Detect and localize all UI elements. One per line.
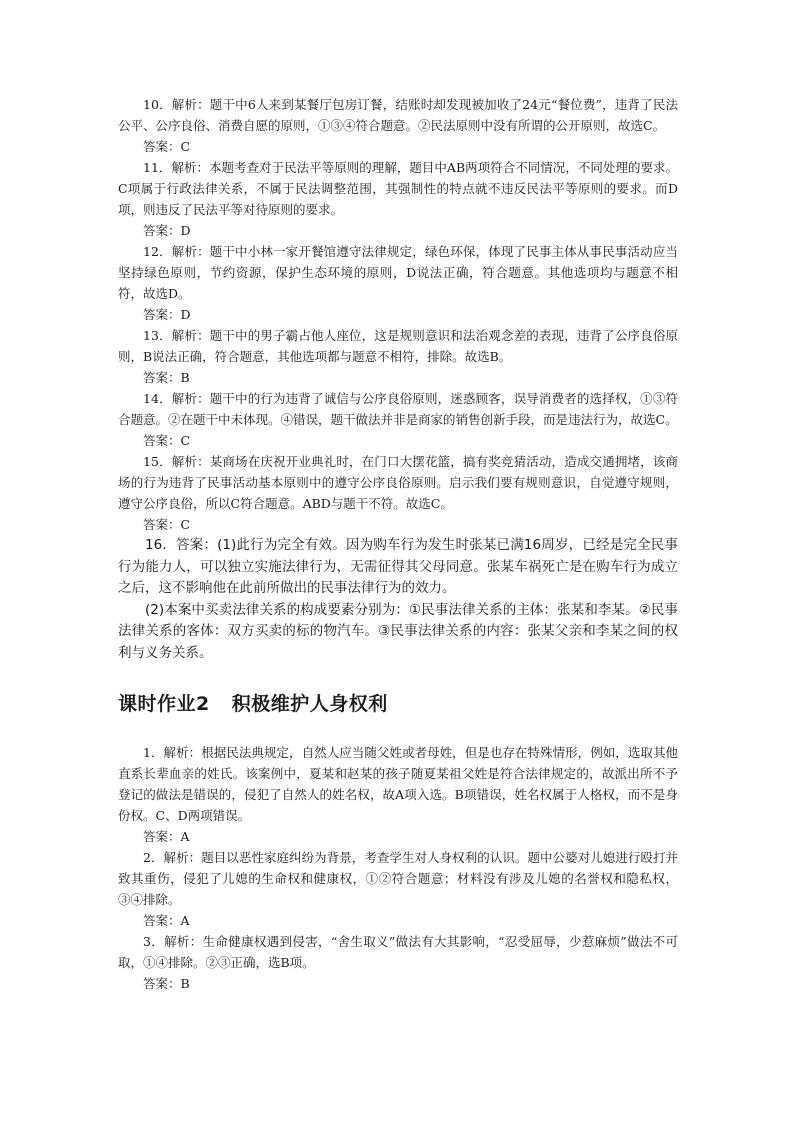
item-label: 1．解析 <box>143 745 189 760</box>
item-label: 16．答案 <box>145 537 204 553</box>
explanation-text: ：生命健康权遇到侵害，“舍生取义”做法有大其影响，“忍受屈辱，少惹麻烦”做法不可取，①④排除。②③正确，选B项。 <box>118 934 678 970</box>
item-label: 10．解析 <box>143 97 198 112</box>
item-label: 13．解析 <box>143 328 198 343</box>
explanation-2 <box>118 847 678 910</box>
answer-15: 答案：C <box>143 517 191 532</box>
item-label: 11．解析 <box>143 160 197 175</box>
explanation-12 <box>118 241 678 304</box>
heading-number: 课时作业2 <box>118 693 210 715</box>
item-label: 2．解析 <box>143 850 189 865</box>
heading-title: 积极维护人身权利 <box>231 693 388 715</box>
answer-14: 答案：C <box>143 433 191 448</box>
item-label: 14．解析 <box>143 391 198 406</box>
section-answers-2 <box>118 742 678 994</box>
explanation-13 <box>118 325 678 367</box>
answer-10: 答案：C <box>143 139 191 154</box>
item-label: 12．解析 <box>143 244 198 259</box>
explanation-text: ：题目以恶性家庭纠纷为背景，考查学生对人身权利的认识。题中公婆对儿媳进行殴打并致其重伤，侵犯了儿媳的生命权和健康权，①②符合题意；材料没有涉及儿媳的名誉权和隐私权，③④排除。 <box>118 850 678 907</box>
explanation-1 <box>118 742 678 826</box>
section-heading <box>118 690 678 718</box>
explanation-15 <box>118 451 678 514</box>
answer-1: 答案：A <box>143 829 190 844</box>
answer-2: 答案：A <box>143 913 190 928</box>
item-label: 3．解析 <box>143 934 190 949</box>
explanation-14 <box>118 388 678 430</box>
explanation-text: ：根据民法典规定，自然人应当随父姓或者母姓，但是也存在特殊情形，例如，选取其他直系长辈血亲的姓氏。该案例中，夏某和赵某的孩子随夏某祖父姓是符合法律规定的，故派出所不予登记的做法是错误的，侵犯了自然人的姓名权，故A项入选。B项错误，姓名权属于人格权，而不是身份权。C、D两项错误。 <box>118 745 678 823</box>
answer-3: 答案：B <box>143 976 190 991</box>
item-label: 15．解析 <box>143 454 198 469</box>
document-page <box>118 94 678 994</box>
answer-text: ：(1)此行为完全有效。因为购车行为发生时张某已满16周岁，已经是完全民事行为能力人，可以独立实施法律行为，无需征得其父母同意。张某车祸死亡是在购车行为成立之后，这不影响他在此前所做出的民事法律行为的效力。 <box>118 537 678 596</box>
section-answers-1 <box>118 94 678 664</box>
explanation-11 <box>118 157 678 220</box>
answer-11: 答案：D <box>143 223 191 238</box>
explanation-3 <box>118 931 678 973</box>
explanation-text: ：题干中的男子霸占他人座位，这是规则意识和法治观念差的表现，违背了公序良俗原则，B说法正确，符合题意，其他选项都与题意不相符，排除。故选B。 <box>118 328 679 364</box>
explanation-text: ：本题考查对于民法平等原则的理解，题目中AB两项符合不同情况，不同处理的要求。C项属于行政法律关系，不属于民法调整范围，其强制性的特点就不违反民法平等原则的要求。而D项，则违反了民法平等对待原则的要求。 <box>118 160 679 217</box>
explanation-text: ：题干中的行为违背了诚信与公序良俗原则，迷惑顾客，误导消费者的选择权，①③符合题意。②在题干中未体现。④错误，题干做法并非是商家的销售创新手段，而是违法行为，故选C。 <box>118 391 679 427</box>
answer-12: 答案：D <box>143 307 191 322</box>
explanation-text: ：某商场在庆祝开业典礼时，在门口大摆花篮，搞有奖竞猜活动，造成交通拥堵，该商场的行为违背了民事活动基本原则中的遵守公序良俗原则。启示我们要有规则意识，自觉遵守规则，遵守公序良俗，所以C符合题意。ABD与题干不符。故选C。 <box>118 454 679 511</box>
explanation-10 <box>118 94 678 136</box>
explanation-text: ：题干中6人来到某餐厅包房订餐，结账时却发现被加收了24元“餐位费”，违背了民法公平、公序良俗、消费自愿的原则，①③④符合题意。②民法原则中没有所谓的公开原则，故选C。 <box>118 97 678 133</box>
answer-16-part1 <box>118 535 678 600</box>
explanation-text: ：题干中小林一家开餐馆遵守法律规定，绿色环保，体现了民事主体从事民事活动应当坚持绿色原则，节约资源，保护生态环境的原则，D说法正确，符合题意。其他选项均与题意不相符，故选D。 <box>118 244 679 301</box>
answer-16-part2: (2)本案中买卖法律关系的构成要素分别为：①民事法律关系的主体：张某和李某。②民事法律关系的客体：双方买卖的标的物汽车。③民事法律关系的内容：张某父亲和李某之间的权利与义务关系。 <box>118 601 678 661</box>
answer-13: 答案：B <box>143 370 190 385</box>
